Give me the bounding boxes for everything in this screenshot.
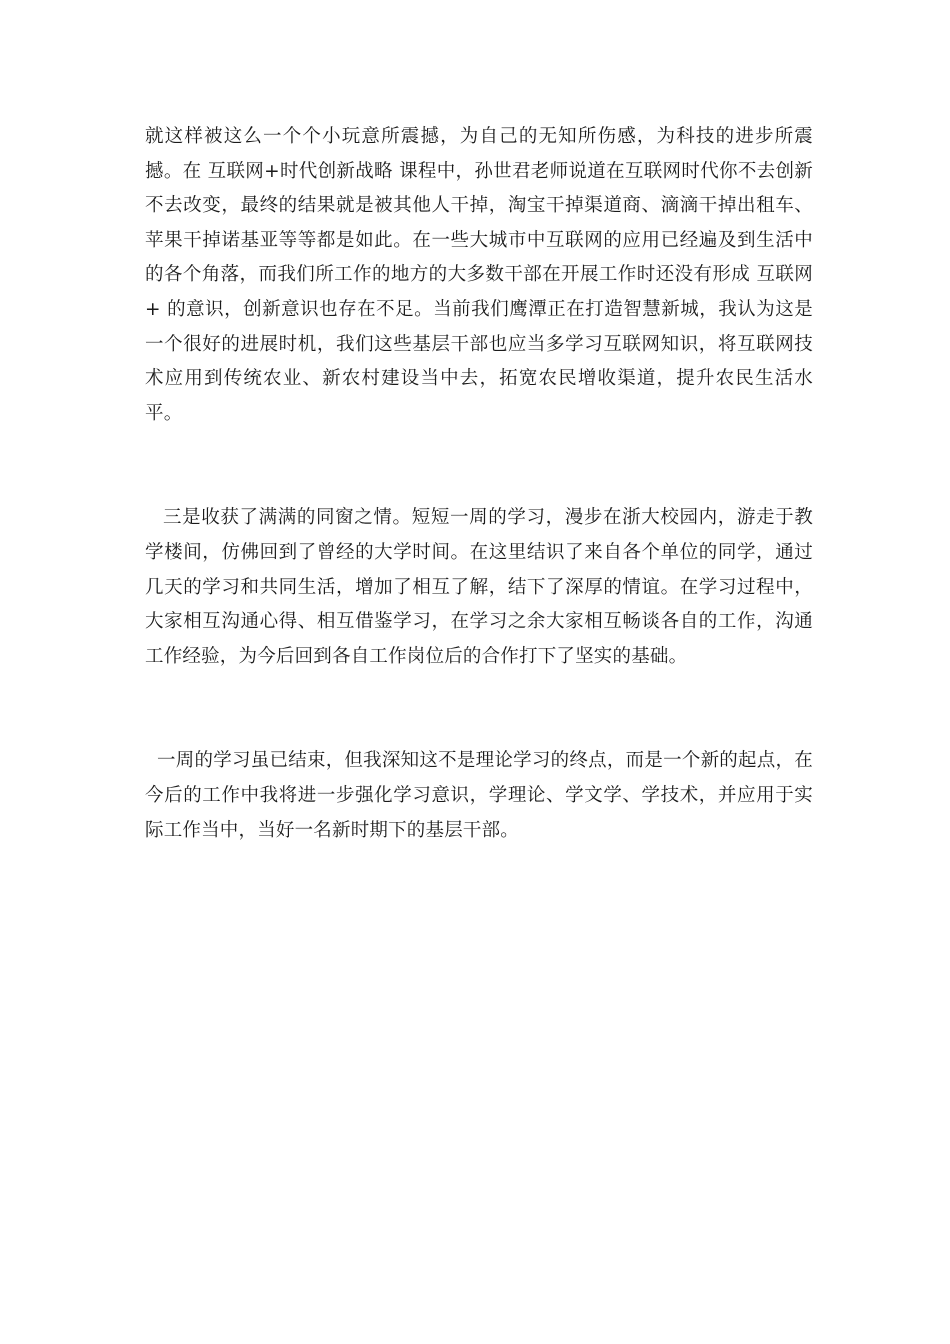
paragraph-conclusion: 一周的学习虽已结束，但我深知这不是理论学习的终点，而是一个新的起点，在今后的工作中我将进一步强化学习意识，学理论、学文学、学技术，并应用于实际工作当中，当好一名新时期下的基层干部。 bbox=[145, 750, 813, 841]
paragraph-internet-plus: 就这样被这么一个个小玩意所震撼，为自己的无知所伤感，为科技的进步所震撼。在 互联网+时代创新战略 课程中，孙世君老师说道在互联网时代你不去创新不去改变，最终的结果就是被其他人干掉，淘宝干掉渠道商、滴滴干掉出租车、苹果干掉诺基亚等等都是如此。在一些大城市中互联网的应用已经遍及到生活中的各个角落，而我们所工作的地方的大多数干部在开展工作时还没有形成 互联网+ 的意识，创新意识也存在不足。当前我们鹰潭正在打造智慧新城，我认为这是一个很好的进展时机，我们这些基层干部也应当多学习互联网知识，将互联网技术应用到传统农业、新农村建设当中去，拓宽农民增收渠道，提升农民生活水平。 bbox=[145, 126, 813, 424]
paragraph-classmates: 三是收获了满满的同窗之情。短短一周的学习，漫步在浙大校园内，游走于教学楼间，仿佛回到了曾经的大学时间。在这里结识了来自各个单位的同学，通过几天的学习和共同生活，增加了相互了解，结下了深厚的情谊。在学习过程中，大家相互沟通心得、相互借鉴学习，在学习之余大家相互畅谈各自的工作，沟通工作经验，为今后回到各自工作岗位后的合作打下了坚实的基础。 bbox=[145, 507, 813, 667]
document-body bbox=[145, 120, 813, 848]
